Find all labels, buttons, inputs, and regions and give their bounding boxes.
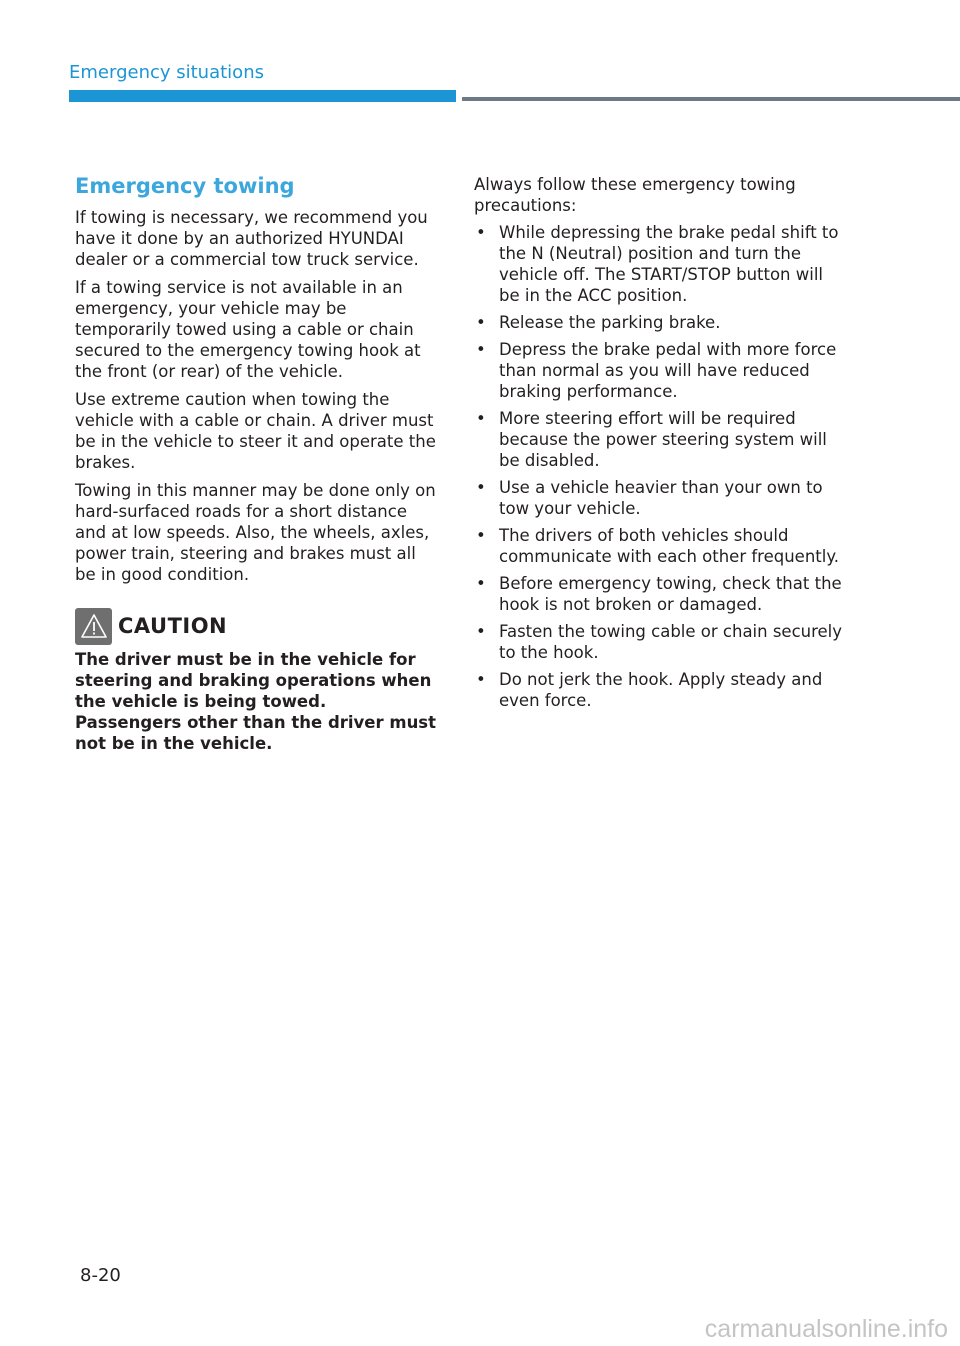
list-item-text: Before emergency towing, check that the hook is not broken or damaged.: [499, 574, 842, 614]
page-number: 8-20: [80, 1265, 121, 1286]
list-item: [474, 573, 844, 615]
paragraph: Use extreme caution when towing the vehicle with a cable or chain. A driver must be in the vehicle to steer it and operate the brakes.: [75, 390, 436, 472]
list-item: [474, 621, 844, 663]
list-item-text: Use a vehicle heavier than your own to tow your vehicle.: [499, 478, 823, 518]
list-item: [474, 525, 844, 567]
section-heading: Emergency towing: [75, 174, 295, 198]
bullet-icon: •: [476, 622, 486, 641]
caution-header: [75, 607, 437, 645]
section-header: Emergency situations: [69, 62, 264, 83]
list-item-text: Fasten the towing cable or chain securely to the hook.: [499, 622, 843, 662]
watermark-text: carmanualsonline.info: [704, 1315, 948, 1343]
list-item-text: Do not jerk the hook. Apply steady and even force.: [499, 670, 823, 710]
paragraph: Towing in this manner may be done only on hard-surfaced roads for a short distance and at low speeds. Also, the wheels, axles, power train, steering and brakes must all be in good condition.: [75, 481, 436, 584]
list-item: [474, 408, 844, 471]
right-column: [474, 174, 844, 717]
list-item-text: Depress the brake pedal with more force than normal as you will have reduced braking performance.: [499, 340, 837, 401]
left-column: [75, 171, 437, 754]
paragraph: If towing is necessary, we recommend you have it done by an authorized HYUNDAI dealer or a commercial tow truck service.: [75, 208, 428, 269]
list-item: [474, 222, 844, 306]
list-item-text: Release the parking brake.: [499, 313, 721, 332]
list-item-text: More steering effort will be required because the power steering system will be disabled.: [499, 409, 827, 470]
list-item: [474, 477, 844, 519]
header-rule-blue: [69, 90, 456, 102]
bullet-icon: •: [476, 574, 486, 593]
bullet-icon: •: [476, 526, 486, 545]
bullet-icon: •: [476, 409, 486, 428]
warning-triangle-icon: [75, 608, 112, 645]
list-item: [474, 312, 844, 333]
precautions-intro: Always follow these emergency towing precautions:: [474, 175, 796, 215]
list-item-text: The drivers of both vehicles should communicate with each other frequently.: [499, 526, 839, 566]
bullet-icon: •: [476, 313, 486, 332]
bullet-icon: •: [476, 670, 486, 689]
list-item-text: While depressing the brake pedal shift to the N (Neutral) position and turn the vehicle off. The START/STOP button will be in the ACC position.: [499, 223, 839, 305]
bullet-icon: •: [476, 223, 486, 242]
list-item: [474, 669, 844, 711]
bullet-icon: •: [476, 340, 486, 359]
caution-box: [75, 607, 437, 754]
precautions-list: [474, 222, 844, 711]
paragraph: If a towing service is not available in an emergency, your vehicle may be temporarily towed using a cable or chain secured to the emergency towing hook at the front (or rear) of the vehicle.: [75, 278, 421, 381]
caution-text: The driver must be in the vehicle for steering and braking operations when the vehicle is being towed. Passengers other than the driver must not be in the vehicle.: [75, 650, 437, 753]
list-item: [474, 339, 844, 402]
bullet-icon: •: [476, 478, 486, 497]
header-rule-gray: [462, 97, 960, 101]
caution-title: CAUTION: [118, 614, 228, 638]
